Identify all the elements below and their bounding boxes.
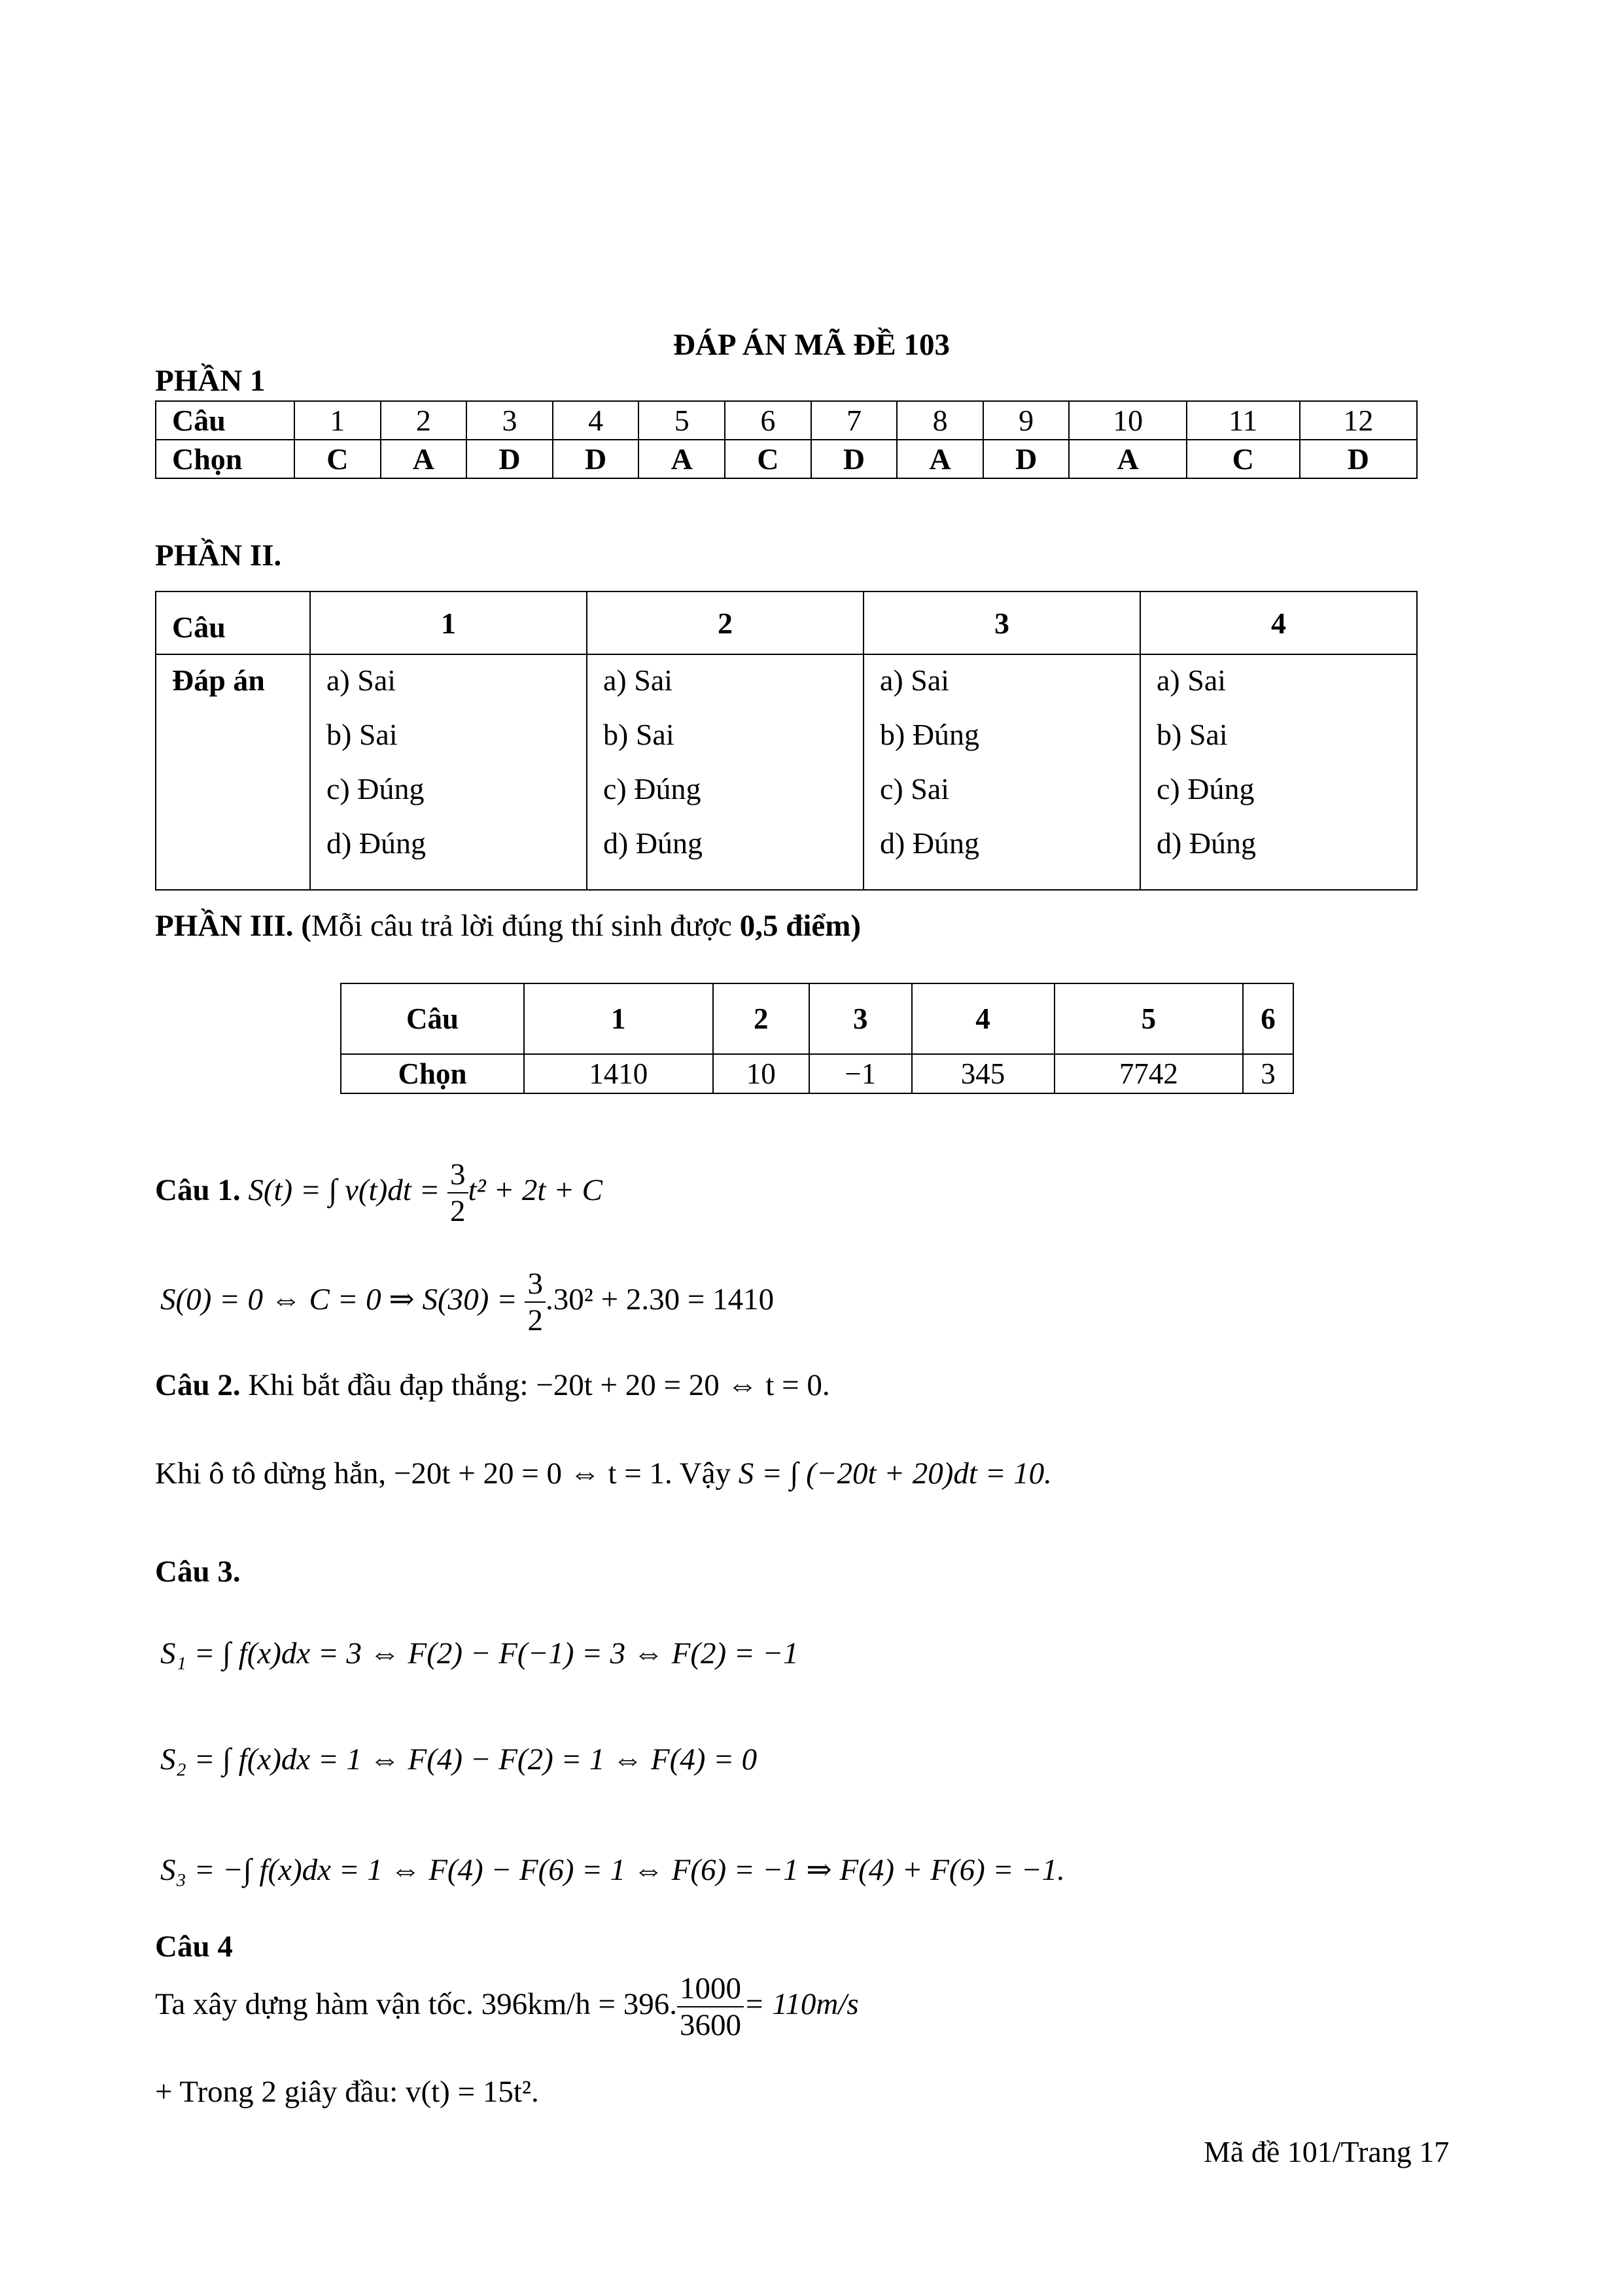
question-number: 3 xyxy=(466,401,553,440)
fraction xyxy=(447,1157,468,1229)
answer-line: d) Đúng xyxy=(603,826,703,860)
answer-cell: D xyxy=(553,440,639,478)
row-label: Câu xyxy=(156,401,294,440)
table-row xyxy=(156,654,1417,890)
question-number: 2 xyxy=(381,401,467,440)
fraction xyxy=(677,1971,744,2043)
q2-integral: S = ∫ (−20t + 20)dt = 10. xyxy=(738,1457,1052,1491)
note-close: ) xyxy=(850,909,862,943)
question-number: 1 xyxy=(524,983,713,1054)
question-number: 6 xyxy=(1243,983,1293,1054)
row-label: Đáp án xyxy=(156,654,310,890)
table-row xyxy=(341,983,1293,1054)
q4-line2: + Trong 2 giây đầu: v(t) = 15t². xyxy=(155,2075,539,2109)
table-row xyxy=(341,1054,1293,1093)
answer-line: b) Sai xyxy=(1157,718,1228,751)
answer-cell: A xyxy=(381,440,467,478)
question-number: 4 xyxy=(1140,592,1417,654)
question-number: 4 xyxy=(553,401,639,440)
answer-cell xyxy=(587,654,864,890)
denominator: 3600 xyxy=(679,2008,741,2043)
part2-heading: PHẦN II. xyxy=(155,539,282,573)
q1-formula-tail: t² + 2t + C xyxy=(468,1173,603,1207)
answer-cell: 1410 xyxy=(524,1054,713,1093)
question-number: 4 xyxy=(912,983,1055,1054)
question-number: 1 xyxy=(310,592,587,654)
note-open: ( xyxy=(301,909,311,943)
numerator: 1000 xyxy=(677,1971,744,2007)
q1-line2 xyxy=(160,1266,774,1338)
q3-label: Câu 3. xyxy=(155,1555,241,1589)
fraction xyxy=(525,1266,546,1338)
numerator: 3 xyxy=(525,1266,546,1303)
answer-line: c) Sai xyxy=(880,772,950,805)
answer-cell: 10 xyxy=(713,1054,809,1093)
q4-label: Câu 4 xyxy=(155,1930,233,1964)
row-label: Chọn xyxy=(341,1054,524,1093)
table-row xyxy=(156,440,1417,478)
answer-line: a) Sai xyxy=(880,663,950,697)
answer-cell: A xyxy=(638,440,725,478)
answer-cell xyxy=(310,654,587,890)
q2-label: Câu 2. xyxy=(155,1368,241,1402)
q4-line1 xyxy=(155,1971,859,2043)
answer-cell: D xyxy=(466,440,553,478)
answer-line: c) Đúng xyxy=(1157,772,1255,805)
question-number: 3 xyxy=(809,983,912,1054)
answer-line: a) Sai xyxy=(1157,663,1227,697)
question-number: 12 xyxy=(1300,401,1417,440)
answer-cell: 3 xyxy=(1243,1054,1293,1093)
q1-formula2-tail: .30² + 2.30 = 1410 xyxy=(545,1282,775,1316)
q2-text1: Khi bắt đầu đạp thắng: −20t + 20 = 20 ⇔ t = 0. xyxy=(248,1368,830,1402)
numerator: 3 xyxy=(447,1157,468,1193)
part3-table xyxy=(340,983,1294,1094)
q3-s2: S₂ = ∫ f(x)dx = 1 ⇔ F(4) − F(2) = 1 ⇔ F(4) = 0 xyxy=(160,1742,758,1776)
question-number: 9 xyxy=(983,401,1070,440)
answer-cell: 345 xyxy=(912,1054,1055,1093)
answer-cell: D xyxy=(811,440,898,478)
part1-heading: PHẦN 1 xyxy=(155,364,266,398)
answer-cell: A xyxy=(897,440,983,478)
answer-line: b) Sai xyxy=(603,718,674,751)
question-number: 6 xyxy=(725,401,811,440)
answer-cell: A xyxy=(1069,440,1186,478)
answer-cell: −1 xyxy=(809,1054,912,1093)
page-footer: Mã đề 101/Trang 17 xyxy=(1204,2135,1450,2168)
q4-text1: Ta xây dựng hàm vận tốc. 396km/h = 396. xyxy=(155,1987,677,2021)
denominator: 2 xyxy=(527,1303,543,1338)
q3-s3: S₃ = −∫ f(x)dx = 1 ⇔ F(4) − F(6) = 1 ⇔ F(6) = −1 ⇒ F(4) + F(6) = −1. xyxy=(160,1853,1065,1887)
question-number: 5 xyxy=(638,401,725,440)
answer-cell: C xyxy=(1187,440,1300,478)
question-number: 5 xyxy=(1055,983,1244,1054)
answer-line: c) Đúng xyxy=(326,772,425,805)
answer-line: d) Đúng xyxy=(880,826,980,860)
denominator: 2 xyxy=(450,1194,466,1229)
answer-line: b) Đúng xyxy=(880,718,980,751)
answer-line: a) Sai xyxy=(603,663,673,697)
question-number: 8 xyxy=(897,401,983,440)
part3-header xyxy=(155,908,861,944)
row-label: Câu xyxy=(156,592,310,654)
question-number: 11 xyxy=(1187,401,1300,440)
part2-table xyxy=(155,591,1418,891)
q2-line1 xyxy=(155,1368,830,1403)
question-number: 3 xyxy=(864,592,1140,654)
part3-heading: PHẦN III. xyxy=(155,909,294,943)
answer-cell: D xyxy=(983,440,1070,478)
q1-formula2: S(0) = 0 ⇔ C = 0 ⇒ S(30) = xyxy=(160,1282,525,1316)
q2-text2: Khi ô tô dừng hẳn, −20t + 20 = 0 ⇔ t = 1. Vậy xyxy=(155,1457,739,1491)
q4-text1-tail: = 110m/s xyxy=(743,1987,859,2021)
question-number: 7 xyxy=(811,401,898,440)
q3-s1: S₁ = ∫ f(x)dx = 3 ⇔ F(2) − F(−1) = 3 ⇔ F(2) = −1 xyxy=(160,1636,799,1670)
question-number: 1 xyxy=(294,401,381,440)
table-row xyxy=(156,592,1417,654)
table-row xyxy=(156,401,1417,440)
page-title: ĐÁP ÁN MÃ ĐỀ 103 xyxy=(673,328,950,362)
part1-table xyxy=(155,400,1418,479)
answer-cell xyxy=(864,654,1140,890)
answer-line: d) Đúng xyxy=(1157,826,1257,860)
row-label: Chọn xyxy=(156,440,294,478)
answer-line: b) Sai xyxy=(326,718,398,751)
answer-cell: 7742 xyxy=(1055,1054,1244,1093)
question-number: 2 xyxy=(713,983,809,1054)
answer-cell xyxy=(1140,654,1417,890)
q1-line1 xyxy=(155,1157,602,1229)
question-number: 10 xyxy=(1069,401,1186,440)
answer-cell: D xyxy=(1300,440,1417,478)
note-text: Mỗi câu trả lời đúng thí sinh được xyxy=(311,909,740,943)
note-points: 0,5 điểm xyxy=(739,909,851,943)
q2-line2 xyxy=(155,1456,1052,1491)
question-number: 2 xyxy=(587,592,864,654)
answer-cell: C xyxy=(725,440,811,478)
row-label: Câu xyxy=(341,983,524,1054)
answer-cell: C xyxy=(294,440,381,478)
q1-label: Câu 1. xyxy=(155,1173,241,1207)
answer-line: c) Đúng xyxy=(603,772,701,805)
answer-line: a) Sai xyxy=(326,663,396,697)
answer-line: d) Đúng xyxy=(326,826,427,860)
q1-formula: S(t) = ∫ v(t)dt = xyxy=(248,1173,448,1207)
